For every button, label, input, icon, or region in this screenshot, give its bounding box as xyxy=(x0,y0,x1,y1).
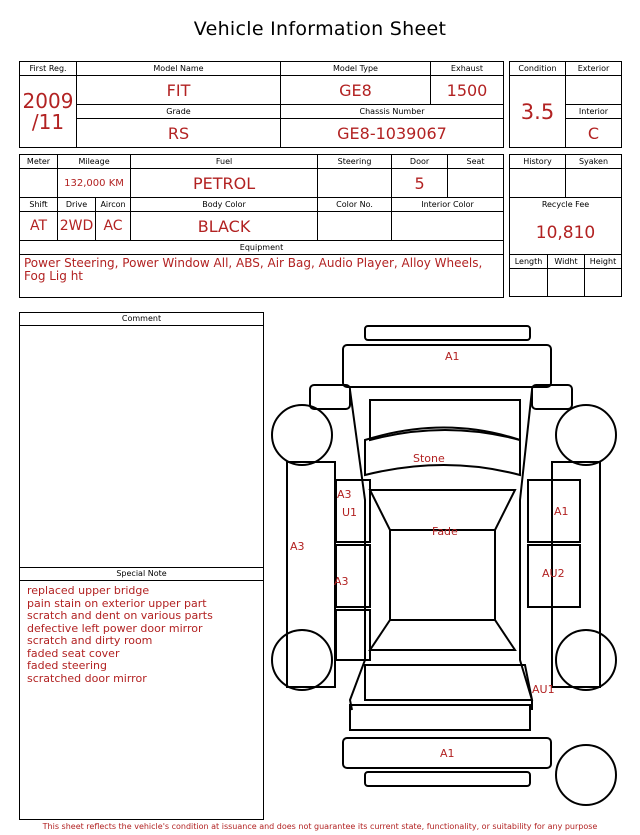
body-color-value: BLACK xyxy=(131,212,318,241)
door-label: Door xyxy=(392,155,448,169)
special-note-item: scratch and dirty room xyxy=(27,634,153,647)
rear-panel-shape xyxy=(350,705,530,730)
damage-right-front-door: A1 xyxy=(554,505,569,518)
mileage-label: Mileage xyxy=(58,155,131,169)
equipment-label: Equipment xyxy=(20,241,504,255)
special-note-item: faded steering xyxy=(27,659,107,672)
meter-label: Meter xyxy=(20,155,58,169)
damage-rear-quarter: AU1 xyxy=(532,683,555,696)
wheel-front-left-shape xyxy=(272,405,332,465)
fuel-value: PETROL xyxy=(131,169,318,198)
left-mirror-shape xyxy=(310,385,350,409)
drive-value: 2WD xyxy=(58,212,96,241)
drive-label: Drive xyxy=(58,198,96,212)
first-reg-value: 2009 /11 xyxy=(20,76,77,148)
exhaust-value: 1500 xyxy=(431,76,504,105)
comment-panel xyxy=(19,312,264,568)
aircon-value: AC xyxy=(96,212,131,241)
exterior-label: Exterior xyxy=(566,62,622,76)
body-color-label: Body Color xyxy=(131,198,318,212)
vehicle-info-table xyxy=(19,61,504,148)
length-value xyxy=(510,269,548,297)
model-type-value: GE8 xyxy=(281,76,431,105)
grade-value: RS xyxy=(77,119,281,148)
damage-hood: Stone xyxy=(413,452,445,465)
meter-value xyxy=(20,169,58,198)
exterior-value xyxy=(566,76,622,105)
model-name-value: FIT xyxy=(77,76,281,105)
special-note-item: faded seat cover xyxy=(27,646,120,660)
damage-right-rear-door: AU2 xyxy=(542,567,565,580)
aircon-label: Aircon xyxy=(96,198,131,212)
door-value: 5 xyxy=(392,169,448,198)
damage-left-side: A3 xyxy=(290,540,305,553)
shift-value: AT xyxy=(20,212,58,241)
wheel-rear-left-shape xyxy=(272,630,332,690)
special-note-item: scratched door mirror xyxy=(27,671,147,685)
recycle-fee-value: 10,810 xyxy=(510,212,622,255)
left-body-line-shape xyxy=(350,390,365,710)
damage-roof: Fade xyxy=(432,525,458,538)
special-note-item: replaced upper bridge xyxy=(27,584,150,597)
syaken-value xyxy=(566,169,622,198)
exhaust-label: Exhaust xyxy=(431,62,504,76)
special-notes-list xyxy=(20,581,263,685)
comment-text xyxy=(20,326,263,330)
special-note-panel xyxy=(19,567,264,820)
interior-color-label: Interior Color xyxy=(392,198,504,212)
history-value xyxy=(510,169,566,198)
damage-left-front-door-1: A3 xyxy=(337,488,352,501)
comment-label: Comment xyxy=(20,313,263,326)
windshield-shape xyxy=(370,400,520,440)
shift-label: Shift xyxy=(20,198,58,212)
sheet-title: Vehicle Information Sheet xyxy=(193,18,447,40)
wheel-front-right-shape xyxy=(556,405,616,465)
rear-window-shape xyxy=(370,620,515,650)
recycle-fee-label: Recycle Fee xyxy=(510,198,622,212)
wheel-rear-right-shape xyxy=(556,630,616,690)
special-note-item: defective left power door mirror xyxy=(27,621,203,635)
car-damage-diagram xyxy=(270,320,630,820)
equipment-value: Power Steering, Power Window All, ABS, Air Bag, Audio Player, Alloy Wheels, Fog Lig ht xyxy=(20,255,504,298)
damage-left-rear-door: A3 xyxy=(334,575,349,588)
condition-value: 3.5 xyxy=(510,76,566,148)
height-label: Height xyxy=(585,255,622,269)
right-body-line-shape xyxy=(520,390,532,710)
length-label: Length xyxy=(510,255,548,269)
height-value xyxy=(585,269,622,297)
roof-shape xyxy=(390,530,495,620)
footer-disclaimer: This sheet reflects the vehicle's condition at issuance and does not guarantee its current state, functionality, or suitability for any purpose xyxy=(42,822,598,831)
width-label: Widht xyxy=(548,255,585,269)
damage-rear-bumper: A1 xyxy=(440,747,455,760)
spare-wheel-shape xyxy=(556,745,616,805)
history-table xyxy=(509,154,622,297)
rear-bumper-bottom-shape xyxy=(365,772,530,786)
color-no-label: Color No. xyxy=(318,198,392,212)
grade-label: Grade xyxy=(77,105,281,119)
seat-value xyxy=(448,169,504,198)
seat-label: Seat xyxy=(448,155,504,169)
interior-value: C xyxy=(566,119,622,148)
interior-label: Interior xyxy=(566,105,622,119)
steering-label: Steering xyxy=(318,155,392,169)
interior-color-value xyxy=(392,212,504,241)
first-reg-label: First Reg. xyxy=(20,62,77,76)
color-no-value xyxy=(318,212,392,241)
model-type-label: Model Type xyxy=(281,62,431,76)
mileage-value: 132,000 KM xyxy=(58,169,131,198)
specs-table xyxy=(19,154,504,298)
damage-left-front-door-2: U1 xyxy=(342,506,358,519)
width-value xyxy=(548,269,585,297)
fuel-label: Fuel xyxy=(131,155,318,169)
tailgate-shape xyxy=(365,665,532,700)
history-label: History xyxy=(510,155,566,169)
left-side-panel-shape xyxy=(287,462,335,687)
condition-label: Condition xyxy=(510,62,566,76)
special-note-label: Special Note xyxy=(20,568,263,581)
right-mirror-shape xyxy=(532,385,572,409)
steering-value xyxy=(318,169,392,198)
special-note-item: pain stain on exterior upper part xyxy=(27,596,207,610)
chassis-value: GE8-1039067 xyxy=(281,119,504,148)
damage-front-bumper: A1 xyxy=(445,350,460,363)
model-name-label: Model Name xyxy=(77,62,281,76)
special-note-item: scratch and dent on various parts xyxy=(27,609,213,622)
chassis-label: Chassis Number xyxy=(281,105,504,119)
front-bumper-top-shape xyxy=(365,326,530,340)
syaken-label: Syaken xyxy=(566,155,622,169)
condition-table xyxy=(509,61,622,148)
front-seats-shape xyxy=(370,490,515,530)
